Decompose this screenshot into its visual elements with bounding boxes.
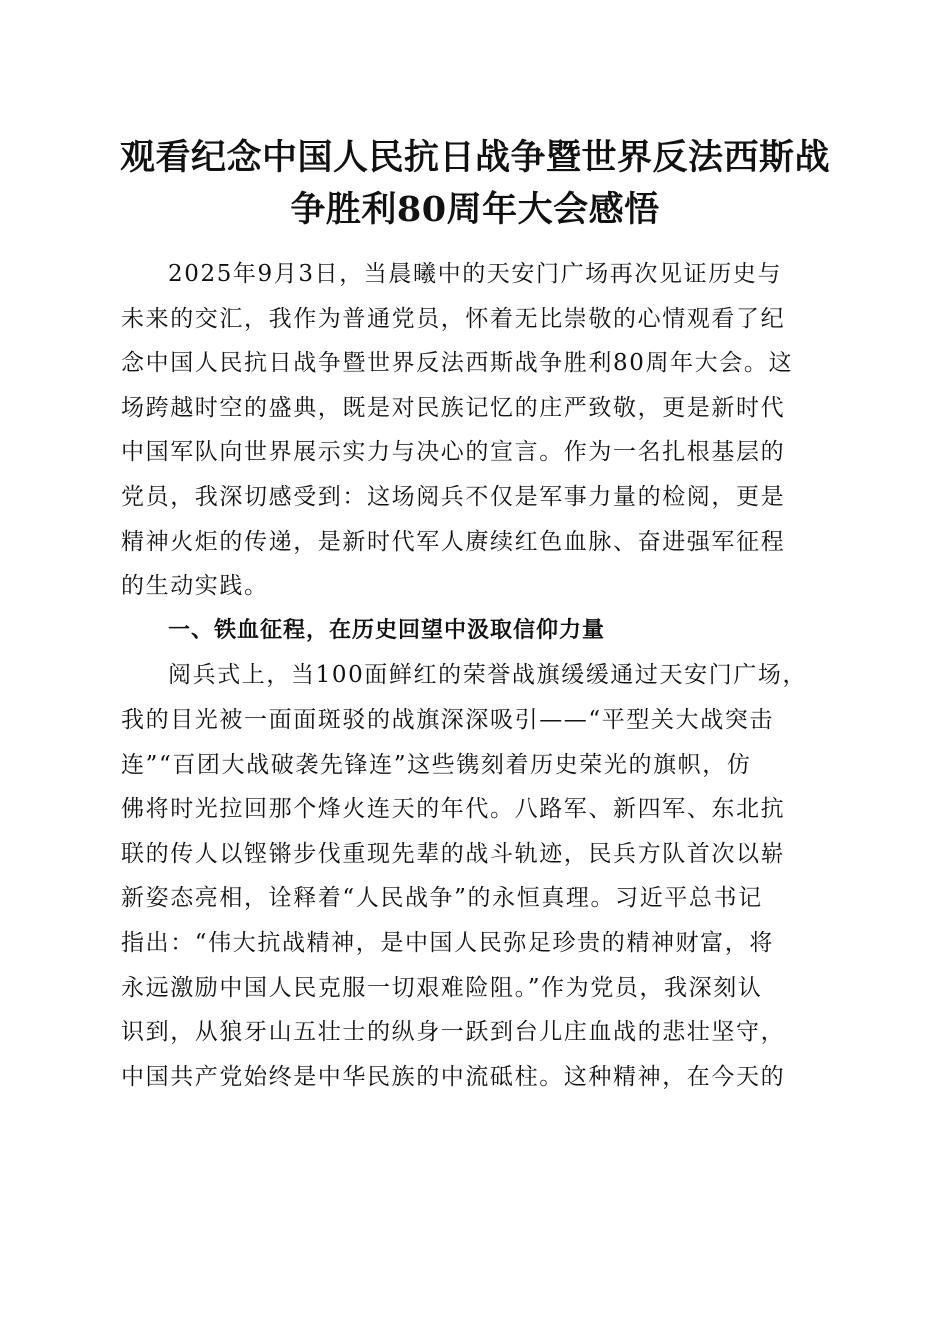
section-heading: 一、铁血征程，在历史回望中汲取信仰力量 [168, 617, 606, 643]
text-line: 指出：“伟大抗战精神，是中国人民弥足珍贵的精神财富，将 [121, 929, 774, 956]
text-line: 佛将时光拉回那个烽火连天的年代。八路军、新四军、东北抗 [121, 796, 786, 823]
text-line: 联的传人以铿锵步伐重现先辈的战斗轨迹，民兵方队首次以崭 [121, 840, 786, 867]
document-title [100, 132, 850, 236]
text-line: 精神火炬的传递，是新时代军人赓续红色血脉、奋进强军征程 [121, 528, 786, 555]
text-line: 中国军队向世界展示实力与决心的宣言。作为一名扎根基层的 [121, 439, 786, 466]
text-line: 2025年9月3日，当晨曦中的天安门广场再次见证历史与 [168, 261, 782, 287]
text-line: 阅兵式上，当100面鲜红的荣誉战旗缓缓通过天安门广场， [168, 662, 808, 689]
text-line: 未来的交汇，我作为普通党员，怀着无比崇敬的心情观看了纪 [121, 305, 786, 332]
text-line: 中国共产党始终是中华民族的中流砥柱。这种精神，在今天的 [121, 1063, 786, 1090]
text-line: 我的目光被一面面斑驳的战旗深深吸引——“平型关大战突击 [121, 706, 774, 733]
text-line: 识到，从狼牙山五壮士的纵身一跃到台儿庄血战的悲壮坚守， [121, 1019, 786, 1046]
title-line: 争胜利80周年大会感悟 [290, 189, 660, 230]
text-line: 念中国人民抗日战争暨世界反法西斯战争胜利80周年大会。这 [121, 350, 794, 377]
title-line: 观看纪念中国人民抗日战争暨世界反法西斯战 [119, 137, 830, 178]
text-line: 场跨越时空的盛典，既是对民族记忆的庄严致敬，更是新时代 [121, 394, 786, 421]
paragraph-section-1 [121, 653, 833, 1099]
text-line: 新姿态亮相，诠释着“人民战争”的永恒真理。习近平总书记 [121, 885, 763, 912]
text-line: 的生动实践。 [121, 573, 269, 600]
document-body [121, 252, 833, 1099]
text-line: 永远激励中国人民克服一切艰难险阻。”作为党员，我深刻认 [121, 974, 763, 1001]
text-line: 连”“百团大战破袭先锋连”这些镌刻着历史荣光的旗帜，仿 [121, 751, 752, 778]
paragraph-intro [121, 252, 833, 609]
text-line: 党员，我深切感受到：这场阅兵不仅是军事力量的检阅，更是 [121, 483, 786, 510]
